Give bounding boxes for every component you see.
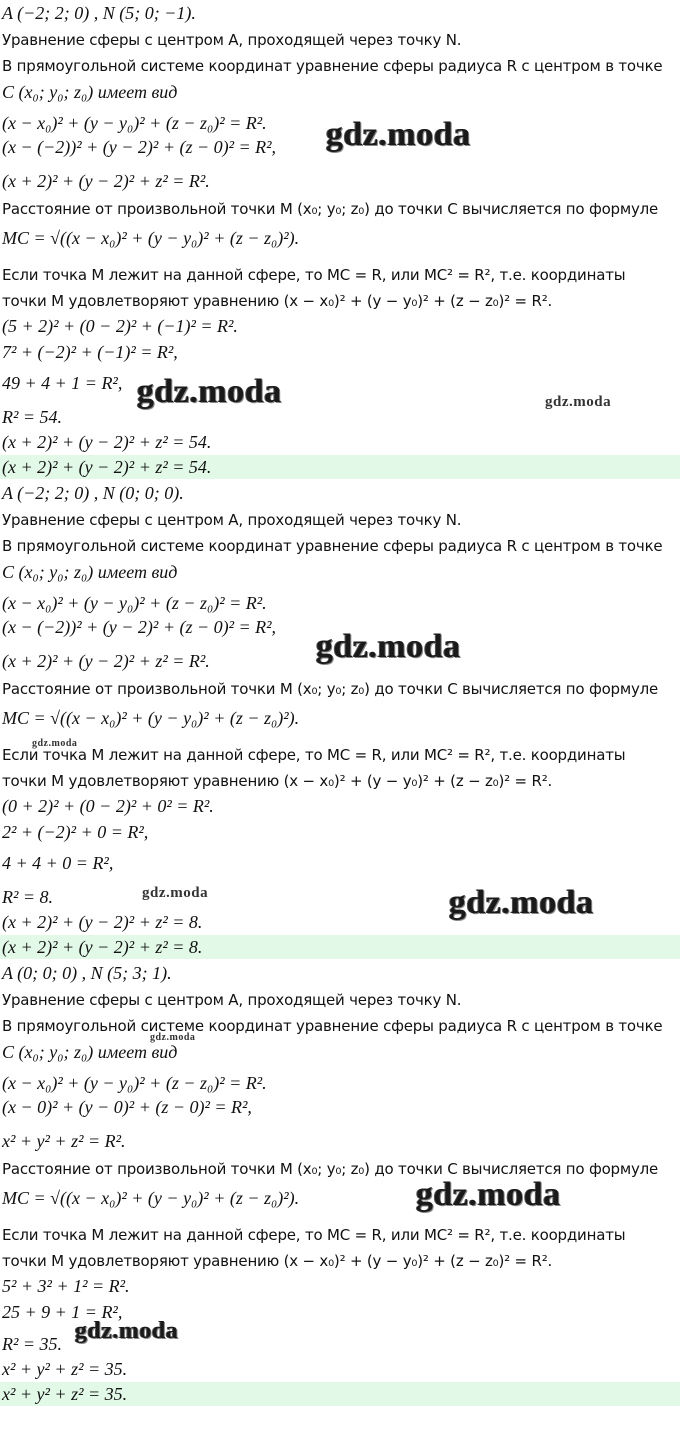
given-points: A (−2; 2; 0) , N (5; 0; −1). bbox=[2, 3, 196, 23]
explanation-text: Если точка M лежит на данной сфере, то MC = R, или MC² = R², т.е. координаты bbox=[2, 746, 626, 764]
explanation-text: точки M удовлетворяют уравнению (x − x₀)² + (y − y₀)² + (z − z₀)² = R². bbox=[2, 1252, 553, 1270]
formula-line: (x − (−2))² + (y − 2)² + (z − 0)² = R², bbox=[2, 617, 277, 637]
watermark: gdz.moda bbox=[32, 738, 78, 749]
task-statement: Уравнение сферы с центром A, проходящей через точку N. bbox=[2, 991, 462, 1009]
watermark: gdz.moda bbox=[75, 1318, 179, 1344]
answer-line: x² + y² + z² = 35. bbox=[2, 1384, 128, 1404]
formula-line: (x + 2)² + (y − 2)² + z² = 8. bbox=[2, 912, 203, 932]
distance-formula: MC = √((x − x₀)² + (y − y₀)² + (z − z₀)²). bbox=[2, 228, 300, 248]
watermark: gdz.moda bbox=[416, 1176, 561, 1213]
explanation-text: C (x₀; y₀; z₀) имеет вид bbox=[2, 562, 178, 582]
task-statement: Уравнение сферы с центром A, проходящей через точку N. bbox=[2, 31, 462, 49]
explanation-text: Расстояние от произвольной точки M (x₀; y₀; z₀) до точки C вычисляется по формуле bbox=[2, 680, 659, 698]
distance-formula: MC = √((x − x₀)² + (y − y₀)² + (z − z₀)²). bbox=[2, 708, 300, 728]
formula-line: (x − 0)² + (y − 0)² + (z − 0)² = R², bbox=[2, 1097, 252, 1117]
explanation-text: точки M удовлетворяют уравнению (x − x₀)² + (y − y₀)² + (z − z₀)² = R². bbox=[2, 772, 553, 790]
formula-line: (5 + 2)² + (0 − 2)² + (−1)² = R². bbox=[2, 316, 238, 336]
given-points: A (0; 0; 0) , N (5; 3; 1). bbox=[2, 963, 172, 983]
explanation-text: C (x₀; y₀; z₀) имеет вид bbox=[2, 1042, 178, 1062]
watermark: gdz.moda bbox=[137, 373, 282, 410]
formula-line: (x − x₀)² + (y − y₀)² + (z − z₀)² = R². bbox=[2, 1073, 267, 1093]
formula-line: (x − x₀)² + (y − y₀)² + (z − z₀)² = R². bbox=[2, 113, 267, 133]
formula-line: x² + y² + z² = R². bbox=[2, 1131, 126, 1151]
explanation-text: Расстояние от произвольной точки M (x₀; y₀; z₀) до точки C вычисляется по формуле bbox=[2, 200, 659, 218]
formula-line: (x − (−2))² + (y − 2)² + (z − 0)² = R², bbox=[2, 137, 277, 157]
explanation-text: Если точка M лежит на данной сфере, то MC = R, или MC² = R², т.е. координаты bbox=[2, 1226, 626, 1244]
formula-line: 49 + 4 + 1 = R², bbox=[2, 373, 123, 393]
task-statement: Уравнение сферы с центром A, проходящей через точку N. bbox=[2, 511, 462, 529]
watermark: gdz.moda bbox=[142, 885, 209, 901]
formula-line: x² + y² + z² = 35. bbox=[2, 1359, 128, 1379]
formula-line: (x − x₀)² + (y − y₀)² + (z − z₀)² = R². bbox=[2, 593, 267, 613]
formula-line: (x + 2)² + (y − 2)² + z² = R². bbox=[2, 171, 210, 191]
distance-formula: MC = √((x − x₀)² + (y − y₀)² + (z − z₀)²). bbox=[2, 1188, 300, 1208]
explanation-text: Если точка M лежит на данной сфере, то MC = R, или MC² = R², т.е. координаты bbox=[2, 266, 626, 284]
watermark: gdz.moda bbox=[150, 1032, 196, 1043]
explanation-text: C (x₀; y₀; z₀) имеет вид bbox=[2, 82, 178, 102]
given-points: A (−2; 2; 0) , N (0; 0; 0). bbox=[2, 483, 184, 503]
formula-line: R² = 54. bbox=[2, 407, 63, 427]
explanation-text: В прямоугольной системе координат уравнение сферы радиуса R с центром в точке bbox=[2, 537, 663, 555]
formula-line: 7² + (−2)² + (−1)² = R², bbox=[2, 342, 178, 362]
explanation-text: точки M удовлетворяют уравнению (x − x₀)² + (y − y₀)² + (z − z₀)² = R². bbox=[2, 292, 553, 310]
watermark: gdz.moda bbox=[449, 884, 594, 921]
explanation-text: В прямоугольной системе координат уравнение сферы радиуса R с центром в точке bbox=[2, 1017, 663, 1035]
formula-line: 2² + (−2)² + 0 = R², bbox=[2, 822, 149, 842]
watermark: gdz.moda bbox=[545, 394, 612, 410]
formula-line: (x + 2)² + (y − 2)² + z² = R². bbox=[2, 651, 210, 671]
formula-line: R² = 35. bbox=[2, 1334, 63, 1354]
explanation-text: В прямоугольной системе координат уравнение сферы радиуса R с центром в точке bbox=[2, 57, 663, 75]
watermark: gdz.moda bbox=[316, 628, 461, 665]
answer-line: (x + 2)² + (y − 2)² + z² = 8. bbox=[2, 937, 203, 957]
formula-line: R² = 8. bbox=[2, 887, 54, 907]
formula-line: 4 + 4 + 0 = R², bbox=[2, 853, 114, 873]
watermark: gdz.moda bbox=[326, 116, 471, 153]
formula-line: (x + 2)² + (y − 2)² + z² = 54. bbox=[2, 432, 212, 452]
formula-line: (0 + 2)² + (0 − 2)² + 0² = R². bbox=[2, 796, 214, 816]
formula-line: 25 + 9 + 1 = R², bbox=[2, 1302, 123, 1322]
explanation-text: Расстояние от произвольной точки M (x₀; y₀; z₀) до точки C вычисляется по формуле bbox=[2, 1160, 659, 1178]
answer-line: (x + 2)² + (y − 2)² + z² = 54. bbox=[2, 457, 212, 477]
formula-line: 5² + 3² + 1² = R². bbox=[2, 1276, 130, 1296]
